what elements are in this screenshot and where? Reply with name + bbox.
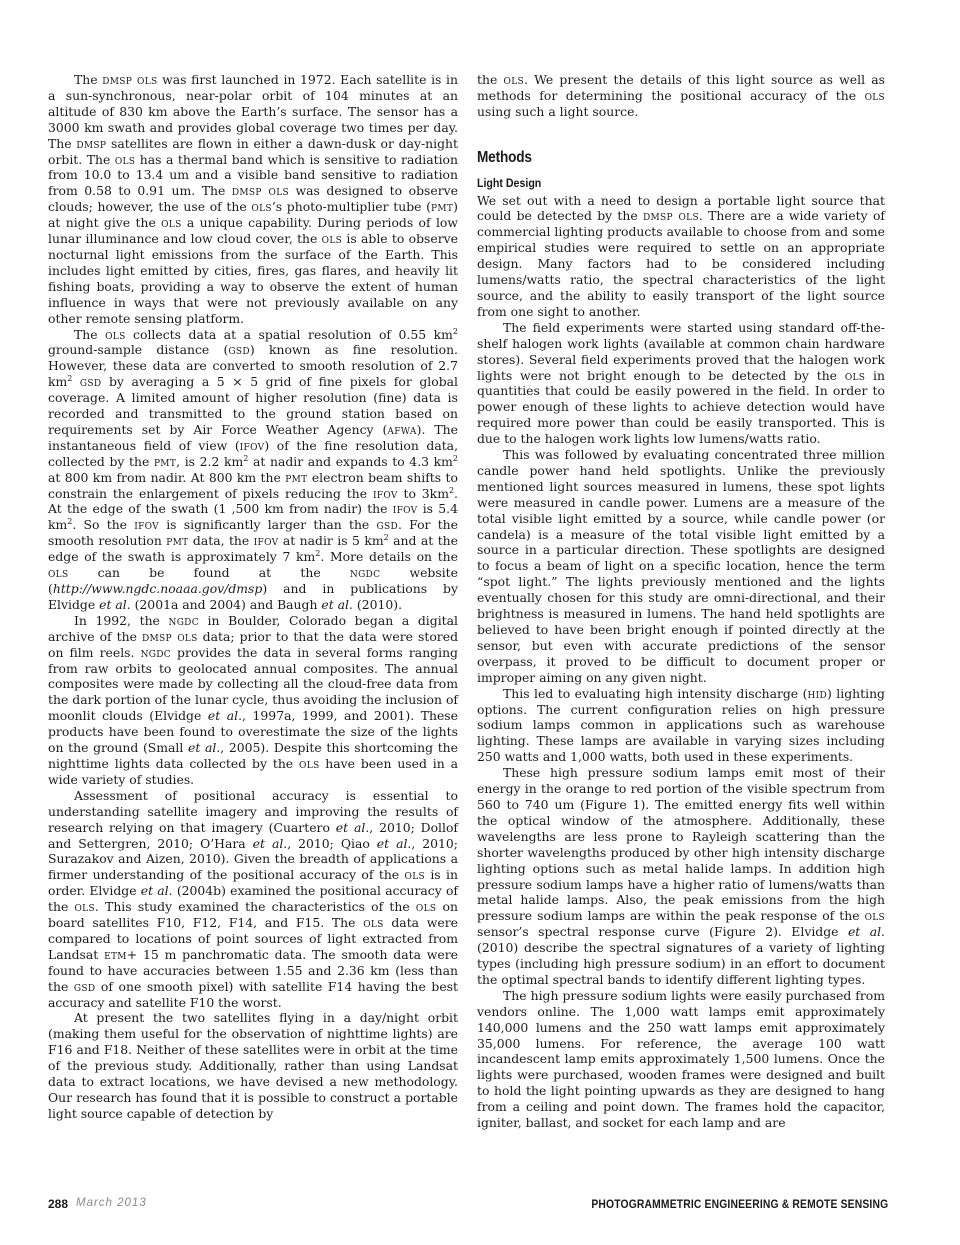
acronym: pmt [285,469,308,485]
acronym: gsd [376,517,398,533]
acronym: ols [48,565,69,581]
left-column [48,72,458,1122]
acronym: ols [503,72,524,87]
acronym: dmsp ols [102,72,158,87]
acronym: afwa [387,421,417,437]
italic-text: et al. [99,596,131,612]
acronym: ols [114,151,136,167]
acronym: ols [415,899,437,915]
acronym: ifov [372,485,398,501]
acronym: ols [363,915,384,931]
paragraph: Assessment of positional accuracy is essential to understanding satellite imagery and improving the results of research relying on that imagery (Cuartero et al., 2010; Dollof and Settergren, 2010; O’Hara et al., 2010; Qiao et al., 2010; Surazakov and Aizen, 2010). Given the breadth of applications a firmer understanding of the positional accuracy of the ols is in order. Elvidge et al. (2004b) examined the positional accuracy of the ols. This study examined the characteristics of the ols on board satellites F10, F12, F14, and F15. The ols data were compared to locations of point sources of light extracted from Landsat etm+ 15 m panchromatic data. The smooth data were found to have accuracies between 1.55 and 2.36 km (less than the gsd of one smooth pixel) with satellite F14 having the best accuracy and satellite F10 the worst. [48,787,458,1010]
superscript: 2 [448,485,455,495]
acronym: ifov [392,501,418,517]
superscript: 2 [315,549,321,559]
acronym: ols [864,908,885,924]
paragraph: We set out with a need to design a portable light source that could be detected by the dmsp ols. There are a wide variety of commercial lighting products available to choose from and some empirical studies were required to settle on an appropriate design. Many factors had to be considered including lumens/watts ratio, the spectral characteristics of the light source, and the ability to easily transport of the light source from one sight to another. [477,192,885,319]
issue-date: March 2013 [76,1197,147,1209]
acronym: ols [74,899,95,915]
superscript: 2 [67,517,73,527]
page-number: 288 [48,1197,69,1211]
acronym: ols [404,867,425,883]
italic-text: http://www.ngdc.noaaa.gov/dmsp [52,581,263,596]
acronym: dmsp ols [643,208,699,224]
paragraph: In 1992, the ngdc in Boulder, Colorado began a digital archive of the dmsp ols data; prior to that the data were stored on film reels. ngdc provides the data in several forms ranging from raw orbits to geolocated annual composites. The annual composites were made by collecting all the cloud-free data from the dark portion of the lunar cycle, thus avoiding the inclusion of moonlit clouds (Elvidge et al., 1997a, 1999, and 2001). These products have been found to overestimate the size of the lights on the ground (Small et al., 2005). Despite this shortcoming the nighttime lights data collected by the ols have been used in a wide variety of studies. [48,612,459,787]
superscript: 2 [383,533,389,543]
acronym: hid [807,685,827,701]
acronym: pmt [153,453,177,469]
italic-text: et al. [321,596,353,612]
acronym: gsd [73,978,96,994]
acronym: ols [864,87,885,103]
right-column [477,72,885,1131]
italic-text: et al. [847,924,885,940]
acronym: ols [299,755,320,771]
italic-text: et al. [207,708,243,724]
italic-text: et al. [140,883,173,899]
italic-text: et al. [252,835,288,851]
superscript: 2 [452,326,458,336]
acronym: ngdc [140,644,171,660]
acronym: ols [161,215,182,231]
paragraph: This was followed by evaluating concentrated three million candle power hand held spotlights. Unlike the previously mentioned light sources measured in lumens, these spot lights were measured in candle power. Lumens are a measure of the total visible light emitted by a source, while candle power (or candela) is a measure of the total visible light emitted by a source in a particular direction. These spotlights are designed to focus a beam of light on a specific location, hence the term “spot light.” The lights previously mentioned and the lights eventually chosen for this study are omni-directional, and their brightness is measured in lumens. The hand held spotlights are believed to have been bright enough if pointed directly at the sensor, but even with accurate predictions of the sensor overpass, it proved to be difficult to document proper or improper aiming on any given night. [477,447,885,685]
acronym: ols [251,199,272,215]
superscript: 2 [452,453,458,463]
acronym: ifov [253,533,279,549]
paragraph: The field experiments were started using standard off-the-shelf halogen work lights (available at common chain hardware stores). Several field experiments proved that the halogen work lights were not bright enough to be detected by the ols in quantities that could be easily powered in the field. In order to power enough of these lights to achieve detection would have required more power than could be easily transported. This is due to the halogen work lights low lumens/watts ratio. [477,319,885,447]
paragraph: the ols. We present the details of this light source as well as methods for determining the positional accuracy of the ols using such a light source. [477,72,886,119]
paragraph: These high pressure sodium lamps emit most of their energy in the orange to red portion of the visible spectrum from 560 to 740 um (Figure 1). The emitted energy fits well within the optical window of the atmosphere. Additionally, these wavelengths are less prone to Rayleigh scattering than the shorter wavelengths produced by other high intensity discharge lighting options such as metal halide lamps. In addition high pressure sodium lamps have a higher ratio of lumens/watts than metal halide lamps. Also, the peak emissions from the high pressure sodium lamps are within the peak response of the ols sensor’s spectral response curve (Figure 2). Elvidge et al. (2010) describe the spectral signatures of a variety of lighting types (including high pressure sodium) in an effort to document the optimal spectral bands to identify different lighting types. [477,765,885,987]
acronym: ngdc [349,565,381,581]
subsection-heading-light-design: Light Design [477,175,542,190]
paragraph: The ols collects data at a spatial resolution of 0.55 $km^2$ ground-sample distance (gsd) known as fine resolution. However, these data are converted to smooth resolution of 2.7 $km^2$ gsd by averaging a 5 × 5 grid of fine pixels for global coverage. A limited amount of higher resolution (fine) data is recorded and transmitted to the ground station based on requirements set by Air Force Weather Agency (afwa). The instantaneous field of view (ifov) of the fine resolution data, collected by the pmt, is 2.2 $km^2$ at nadir and expands to 4.3 $km^2$ at 800 km from nadir. At 800 km the pmt electron beam shifts to constrain the enlargement of pixels reducing the ifov to $3km^2$. At the edge of the swath (1 ,500 km from nadir) the ifov is 5.4 $km^2$. So the ifov is significantly larger than the gsd. For the smooth resolution pmt data, the ifov at nadir is 5 $km^2$ and at the edge of the swath is approximately 7 $km^2$. More details on the ols can be found at the ngdc website (http://www.ngdc.noaaa.gov/dmsp) and in publications by Elvidge et al. (2001a and 2004) and Baugh et al. (2010). [48,326,459,612]
acronym: ngdc [168,612,199,628]
superscript: 2 [67,374,73,384]
acronym: dmsp ols [142,628,198,644]
acronym: dmsp [76,135,107,151]
journal-name: PHOTOGRAMMETRIC ENGINEERING & REMOTE SENSING [591,1197,888,1211]
acronym: ifov [134,517,159,533]
acronym: pmt [430,199,454,215]
paragraph: The high pressure sodium lights were easily purchased from vendors online. The 1,000 watt lamps emit approximately 140,000 lumens and the 250 watt lamps emit approximately 35,000 lumens. For reference, the average 100 watt incandescent lamp emits approximately 1,500 lumens. Once the lights were purchased, wooden frames were designed and built to hold the light pointing upwards as they are designed to hang from a ceiling and point down. The frames hold the capacitor, igniter, ballast, and socket for each lamp and are [477,987,885,1131]
acronym: pmt [166,533,189,549]
paragraph: This led to evaluating high intensity discharge (hid) lighting options. The current configuration relies on high pressure sodium lamps common in applications such as warehouse lighting. These lamps are available in varying sizes including 250 watts and 1,000 watts, both used in these experiments. [477,685,885,765]
paragraph: The dmsp ols was first launched in 1972. Each satellite is in a sun-synchronous, near-polar orbit of 104 minutes at an altitude of 830 km above the Earth’s surface. The sensor has a 3000 km swath and provides global coverage two times per day. The dmsp satellites are flown in either a dawn-dusk or day-night orbit. The ols has a thermal band which is sensitive to radiation from 10.0 to 13.4 um and a visible band sensitive to radiation from 0.58 to 0.91 um. The dmsp ols was designed to observe clouds; however, the use of the ols’s photo-multiplier tube (pmt) at night give the ols a unique capability. During periods of low lunar illuminance and low cloud cover, the ols is able to observe nocturnal light emissions from the surface of the Earth. This includes light emitted by cities, fires, gas flares, and heavily lit fishing boats, providing a way to observe the extent of human influence in ways that were not previously available on any other remote sensing platform. [48,72,459,326]
acronym: ols [105,326,126,342]
page-footer [48,1197,888,1217]
superscript: 2 [243,453,249,463]
acronym: gsd [79,374,102,390]
acronym: gsd [228,342,250,358]
acronym: ols [844,367,866,383]
acronym: ols [321,231,343,247]
italic-text: et al. [376,835,412,851]
italic-text: et al. [335,819,370,835]
italic-text: et al. [188,740,221,756]
acronym: etm [104,946,127,962]
paragraph: At present the two satellites flying in a day/night orbit (making them useful for the observation of nighttime lights) are F16 and F18. Neither of these satellites were in orbit at the time of the previous study. Additionally, rather than using Landsat data to extract locations, we have devised a new methodology. Our research has found that it is possible to construct a portable light source capable of detection by [48,1010,458,1121]
acronym: dmsp ols [231,183,289,199]
acronym: ifov [239,437,265,453]
section-heading-methods: Methods [477,148,532,166]
